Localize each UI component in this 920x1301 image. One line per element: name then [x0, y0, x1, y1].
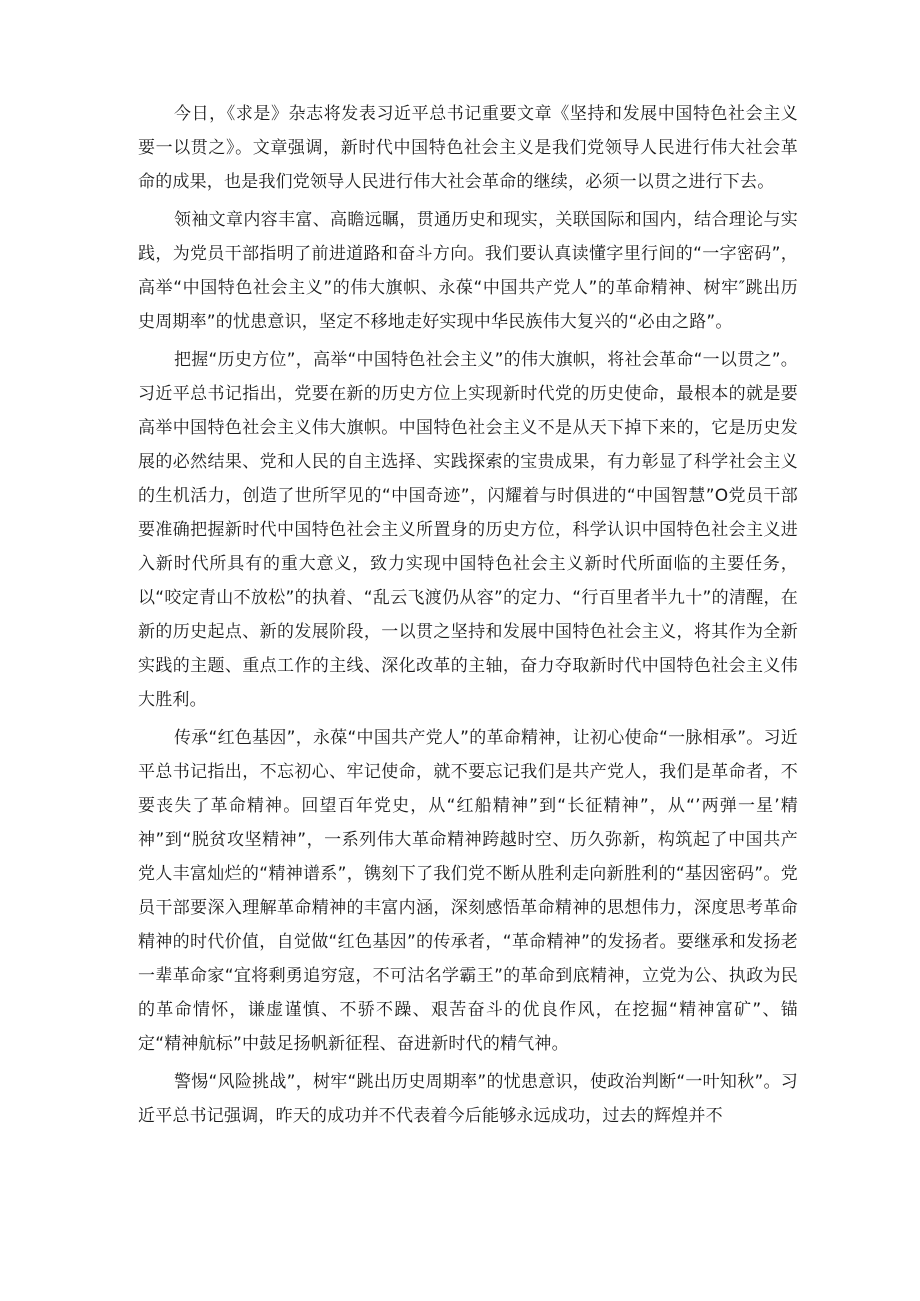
- paragraph-intro: 今日，《求是》杂志将发表习近平总书记重要文章《坚持和发展中国特色社会主义要一以贯之》。文章强调，新时代中国特色社会主义是我们党领导人民进行伟大社会革命的成果，也是我们党领导人民进行伟大社会革命的继续，必须一以贯之进行下去。: [138, 104, 798, 192]
- paragraph-risk-challenge: 警惕“风险挑战”，树牢“跳出历史周期率”的忧患意识，使政治判断“一叶知秋”。习近平总书记强调，昨天的成功并不代表着今后能够永远成功，过去的辉煌并不: [138, 1072, 798, 1126]
- paragraph-overview: 领袖文章内容丰富、高瞻远瞩，贯通历史和现实，关联国际和国内，结合理论与实践，为党员干部指明了前进道路和奋斗方向。我们要认真读懂字里行间的“一字密码”，高举“中国特色社会主义”的伟大旗帜、永葆“中国共产党人”的革命精神、树牢″跳出历史周期率”的忧患意识，坚定不移地走好实现中华民族伟大复兴的“必由之路”。: [138, 210, 798, 332]
- paragraph-red-gene: 传承“红色基因”，永葆“中国共产党人”的革命精神，让初心使命“一脉相承”。习近平总书记指出，不忘初心、牢记使命，就不要忘记我们是共产党人，我们是革命者，不要丧失了革命精神。回望百年党史，从“红船精神”到“长征精神”，从“’两弹一星’精神”到“脱贫攻坚精神”，一系列伟大革命精神跨越时空、历久弥新，构筑起了中国共产党人丰富灿烂的“精神谱系”，镌刻下了我们党不断从胜利走向新胜利的“基因密码”。党员干部要深入理解革命精神的丰富内涵，深刻感悟革命精神的思想伟力，深度思考革命精神的时代价值，自觉做“红色基因”的传承者，“革命精神”的发扬者。要继承和发扬老一辈革命家“宜将剩勇追穷寇，不可沽名学霸王”的革命到底精神，立党为公、执政为民的革命情怀，谦虚谨慎、不骄不躁、艰苦奋斗的优良作风，在挖掘“精神富矿”、锚定“精神航标”中鼓足扬帆新征程、奋进新时代的精气神。: [138, 728, 798, 1054]
- paragraph-historical-position: 把握“历史方位”，高举“中国特色社会主义”的伟大旗帜，将社会革命“一以贯之”。习近平总书记指出，党要在新的历史方位上实现新时代党的历史使命，最根本的就是要高举中国特色社会主义伟大旗帜。中国特色社会主义不是从天下掉下来的，它是历史发展的必然结果、党和人民的自主选择、实践探索的宝贵成果，有力彰显了科学社会主义的生机活力，创造了世所罕见的“中国奇迹”，闪耀着与时俱进的“中国智慧”O党员干部要准确把握新时代中国特色社会主义所置身的历史方位，科学认识中国特色社会主义进入新时代所具有的重大意义，致力实现中国特色社会主义新时代所面临的主要任务，以“咬定青山不放松”的执着、“乱云飞渡仍从容”的定力、“行百里者半九十”的清醒，在新的历史起点、新的发展阶段，一以贯之坚持和发展中国特色社会主义，将其作为全新实践的主题、重点工作的主线、深化改革的主轴，奋力夺取新时代中国特色社会主义伟大胜利。: [138, 350, 798, 710]
- document-body: [138, 97, 798, 1137]
